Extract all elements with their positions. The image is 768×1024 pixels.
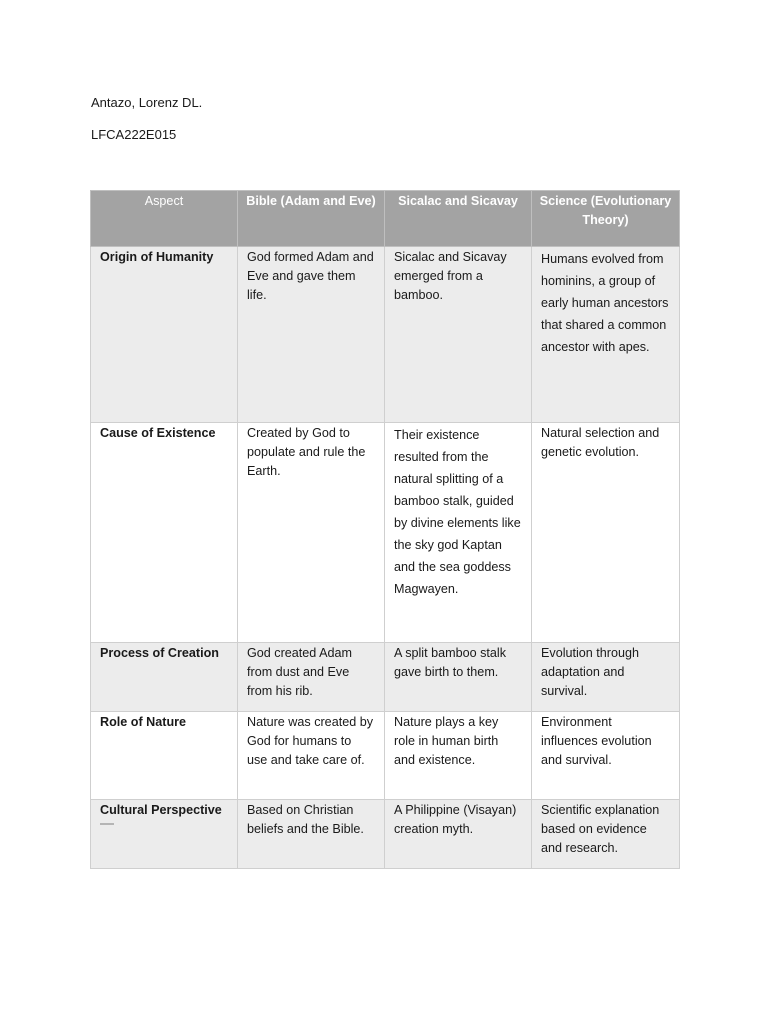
cell-sicalac: Sicalac and Sicavay emerged from a bamboo. xyxy=(385,247,532,423)
table-row xyxy=(91,800,680,869)
cell-sicalac: A split bamboo stalk gave birth to them. xyxy=(385,643,532,712)
cell-bible: Based on Christian beliefs and the Bible. xyxy=(238,800,385,869)
table-row xyxy=(91,712,680,800)
row-aspect: Cultural Perspective xyxy=(100,803,222,817)
course-code: LFCA222E015 xyxy=(91,127,177,142)
cell-sicalac: Nature plays a key role in human birth and existence. xyxy=(385,712,532,800)
comparison-table xyxy=(90,190,680,869)
author-name: Antazo, Lorenz DL. xyxy=(91,95,203,110)
cell-bible: Nature was created by God for humans to use and take care of. xyxy=(238,712,385,800)
cell-science: Evolution through adaptation and survival. xyxy=(532,643,680,712)
row-aspect: Cause of Existence xyxy=(91,423,238,643)
column-header-science: Science (Evolutionary Theory) xyxy=(532,191,680,247)
column-header-sicalac: Sicalac and Sicavay xyxy=(385,191,532,247)
cell-sicalac: A Philippine (Visayan) creation myth. xyxy=(385,800,532,869)
table-row xyxy=(91,247,680,423)
table-row xyxy=(91,423,680,643)
cell-science: Humans evolved from hominins, a group of early human ancestors that shared a common ancestor with apes. xyxy=(532,247,680,423)
cell-bible: God created Adam from dust and Eve from his rib. xyxy=(238,643,385,712)
cell-sicalac: Their existence resulted from the natural splitting of a bamboo stalk, guided by divine elements like the sky god Kaptan and the sea goddess Magwayen. xyxy=(385,423,532,643)
table-row xyxy=(91,643,680,712)
cell-science: Scientific explanation based on evidence and research. xyxy=(532,800,680,869)
column-header-aspect: Aspect xyxy=(91,191,238,247)
text-underline-mark xyxy=(100,823,114,825)
cell-bible: Created by God to populate and rule the Earth. xyxy=(238,423,385,643)
cell-science: Environment influences evolution and survival. xyxy=(532,712,680,800)
row-aspect: Origin of Humanity xyxy=(91,247,238,423)
column-header-bible: Bible (Adam and Eve) xyxy=(238,191,385,247)
cell-bible: God formed Adam and Eve and gave them life. xyxy=(238,247,385,423)
cell-science: Natural selection and genetic evolution. xyxy=(532,423,680,643)
row-aspect-cell xyxy=(91,800,238,869)
row-aspect: Role of Nature xyxy=(91,712,238,800)
table-header-row xyxy=(91,191,680,247)
row-aspect: Process of Creation xyxy=(91,643,238,712)
